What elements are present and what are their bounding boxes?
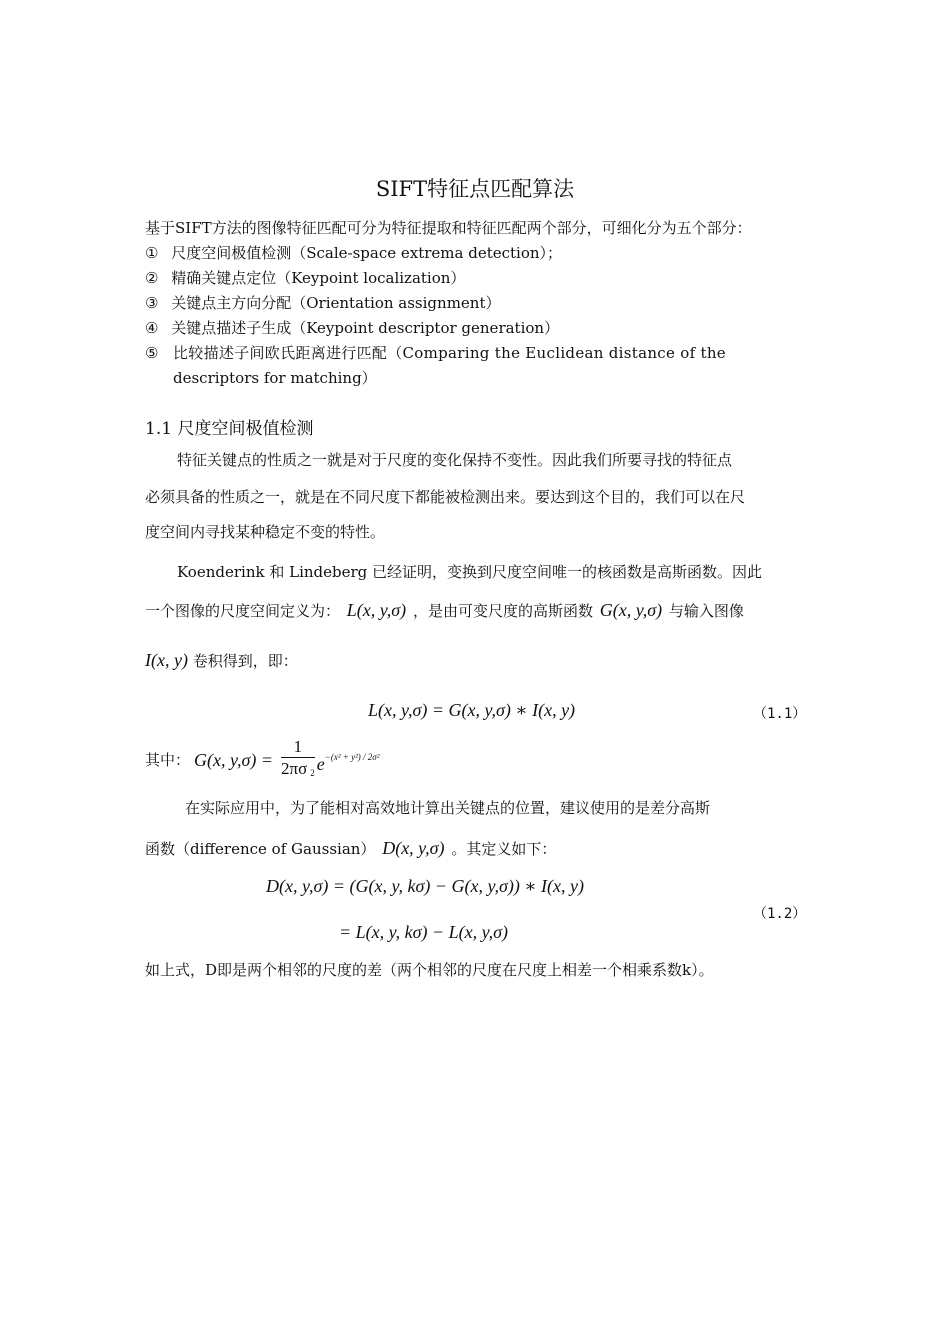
equation-number: （1.2） bbox=[753, 906, 807, 922]
denominator-exponent: 2 bbox=[310, 767, 315, 778]
paragraph-line: 如上式，D即是两个相邻的尺度的差（两个相邻的尺度在尺度上相差一个相乘系数k）。 bbox=[145, 961, 714, 979]
text-run: 与输入图像 bbox=[668, 602, 744, 620]
math-expression: I(x, y) bbox=[145, 650, 188, 670]
exp-base: e bbox=[316, 753, 325, 774]
text-run: 其中： bbox=[145, 751, 191, 769]
intro-paragraph: 基于SIFT方法的图像特征匹配可分为特征提取和特征匹配两个部分，可细化分为五个部分： bbox=[145, 219, 752, 237]
denominator-base: 2πσ bbox=[281, 758, 308, 778]
math-expression: G(x, y,σ) = bbox=[194, 750, 274, 770]
paragraph-line bbox=[145, 600, 744, 621]
text-run: 卷积得到，即： bbox=[192, 652, 298, 670]
text-run: 。其定义如下： bbox=[451, 840, 557, 858]
fraction-denominator bbox=[281, 758, 315, 784]
fraction bbox=[281, 737, 315, 784]
list-number: ④ bbox=[145, 319, 159, 337]
list-text: 尺度空间极值检测（Scale-space extrema detection）； bbox=[171, 244, 563, 262]
math-expression: L(x, y,σ) bbox=[346, 600, 407, 620]
list-number: ① bbox=[145, 244, 159, 262]
paragraph-line: 特征关键点的性质之一就是对于尺度的变化保持不变性。因此我们所要寻找的特征点 bbox=[177, 451, 733, 469]
exp-exponent: −(x² + y²) / 2σ² bbox=[324, 751, 380, 762]
math-expression: D(x, y,σ) bbox=[382, 838, 445, 858]
paragraph-line: 在实际应用中，为了能相对高效地计算出关键点的位置，建议使用的是差分高斯 bbox=[185, 799, 711, 817]
list-text: 关键点主方向分配（Orientation assignment） bbox=[171, 294, 501, 312]
fraction-numerator: 1 bbox=[281, 737, 315, 758]
text-run: 函数（difference of Gaussian） bbox=[145, 840, 376, 858]
paragraph-line bbox=[145, 838, 556, 859]
list-text: 精确关键点定位（Keypoint localization） bbox=[171, 269, 466, 287]
list-number: ⑤ bbox=[145, 344, 159, 362]
paragraph-line: Koenderink 和 Lindeberg 已经证明，变换到尺度空间唯一的核函数是高斯函数。因此 bbox=[177, 563, 763, 581]
list-item bbox=[145, 268, 465, 288]
list-number: ② bbox=[145, 269, 159, 287]
list-text-line: 比较描述子间欧氏距离进行匹配（Comparing the Euclidean distance of the bbox=[173, 344, 726, 362]
paragraph-line: 必须具备的性质之一，就是在不同尺度下都能被检测出来。要达到这个目的，我们可以在尺 bbox=[145, 488, 746, 506]
math-expression: G(x, y,σ) bbox=[599, 600, 663, 620]
text-run: 一个图像的尺度空间定义为： bbox=[145, 602, 341, 620]
list-item bbox=[145, 343, 158, 363]
list-number: ③ bbox=[145, 294, 159, 312]
equation-1-2-line1: D(x, y,σ) = (G(x, y, kσ) − G(x, y,σ)) ∗ I(x, y) bbox=[266, 876, 585, 896]
document-title: SIFT特征点匹配算法 bbox=[375, 177, 575, 201]
list-text: 关键点描述子生成（Keypoint descriptor generation） bbox=[171, 319, 560, 337]
equation-1-1: L(x, y,σ) = G(x, y,σ) ∗ I(x, y) bbox=[368, 700, 576, 720]
text-run: ，是由可变尺度的高斯函数 bbox=[412, 602, 593, 620]
section-heading: 1.1 尺度空间极值检测 bbox=[145, 419, 314, 439]
list-item bbox=[145, 293, 500, 313]
equation-1-2-line2: = L(x, y, kσ) − L(x, y,σ) bbox=[339, 922, 509, 942]
list-item bbox=[145, 318, 559, 338]
paragraph-line bbox=[145, 650, 298, 671]
equation-number: （1.1） bbox=[753, 706, 807, 722]
math-expression bbox=[317, 747, 380, 774]
list-text-line: descriptors for matching） bbox=[173, 369, 377, 387]
paragraph-line: 度空间内寻找某种稳定不变的特性。 bbox=[145, 523, 386, 541]
list-item bbox=[145, 243, 562, 263]
gaussian-definition bbox=[145, 738, 379, 782]
